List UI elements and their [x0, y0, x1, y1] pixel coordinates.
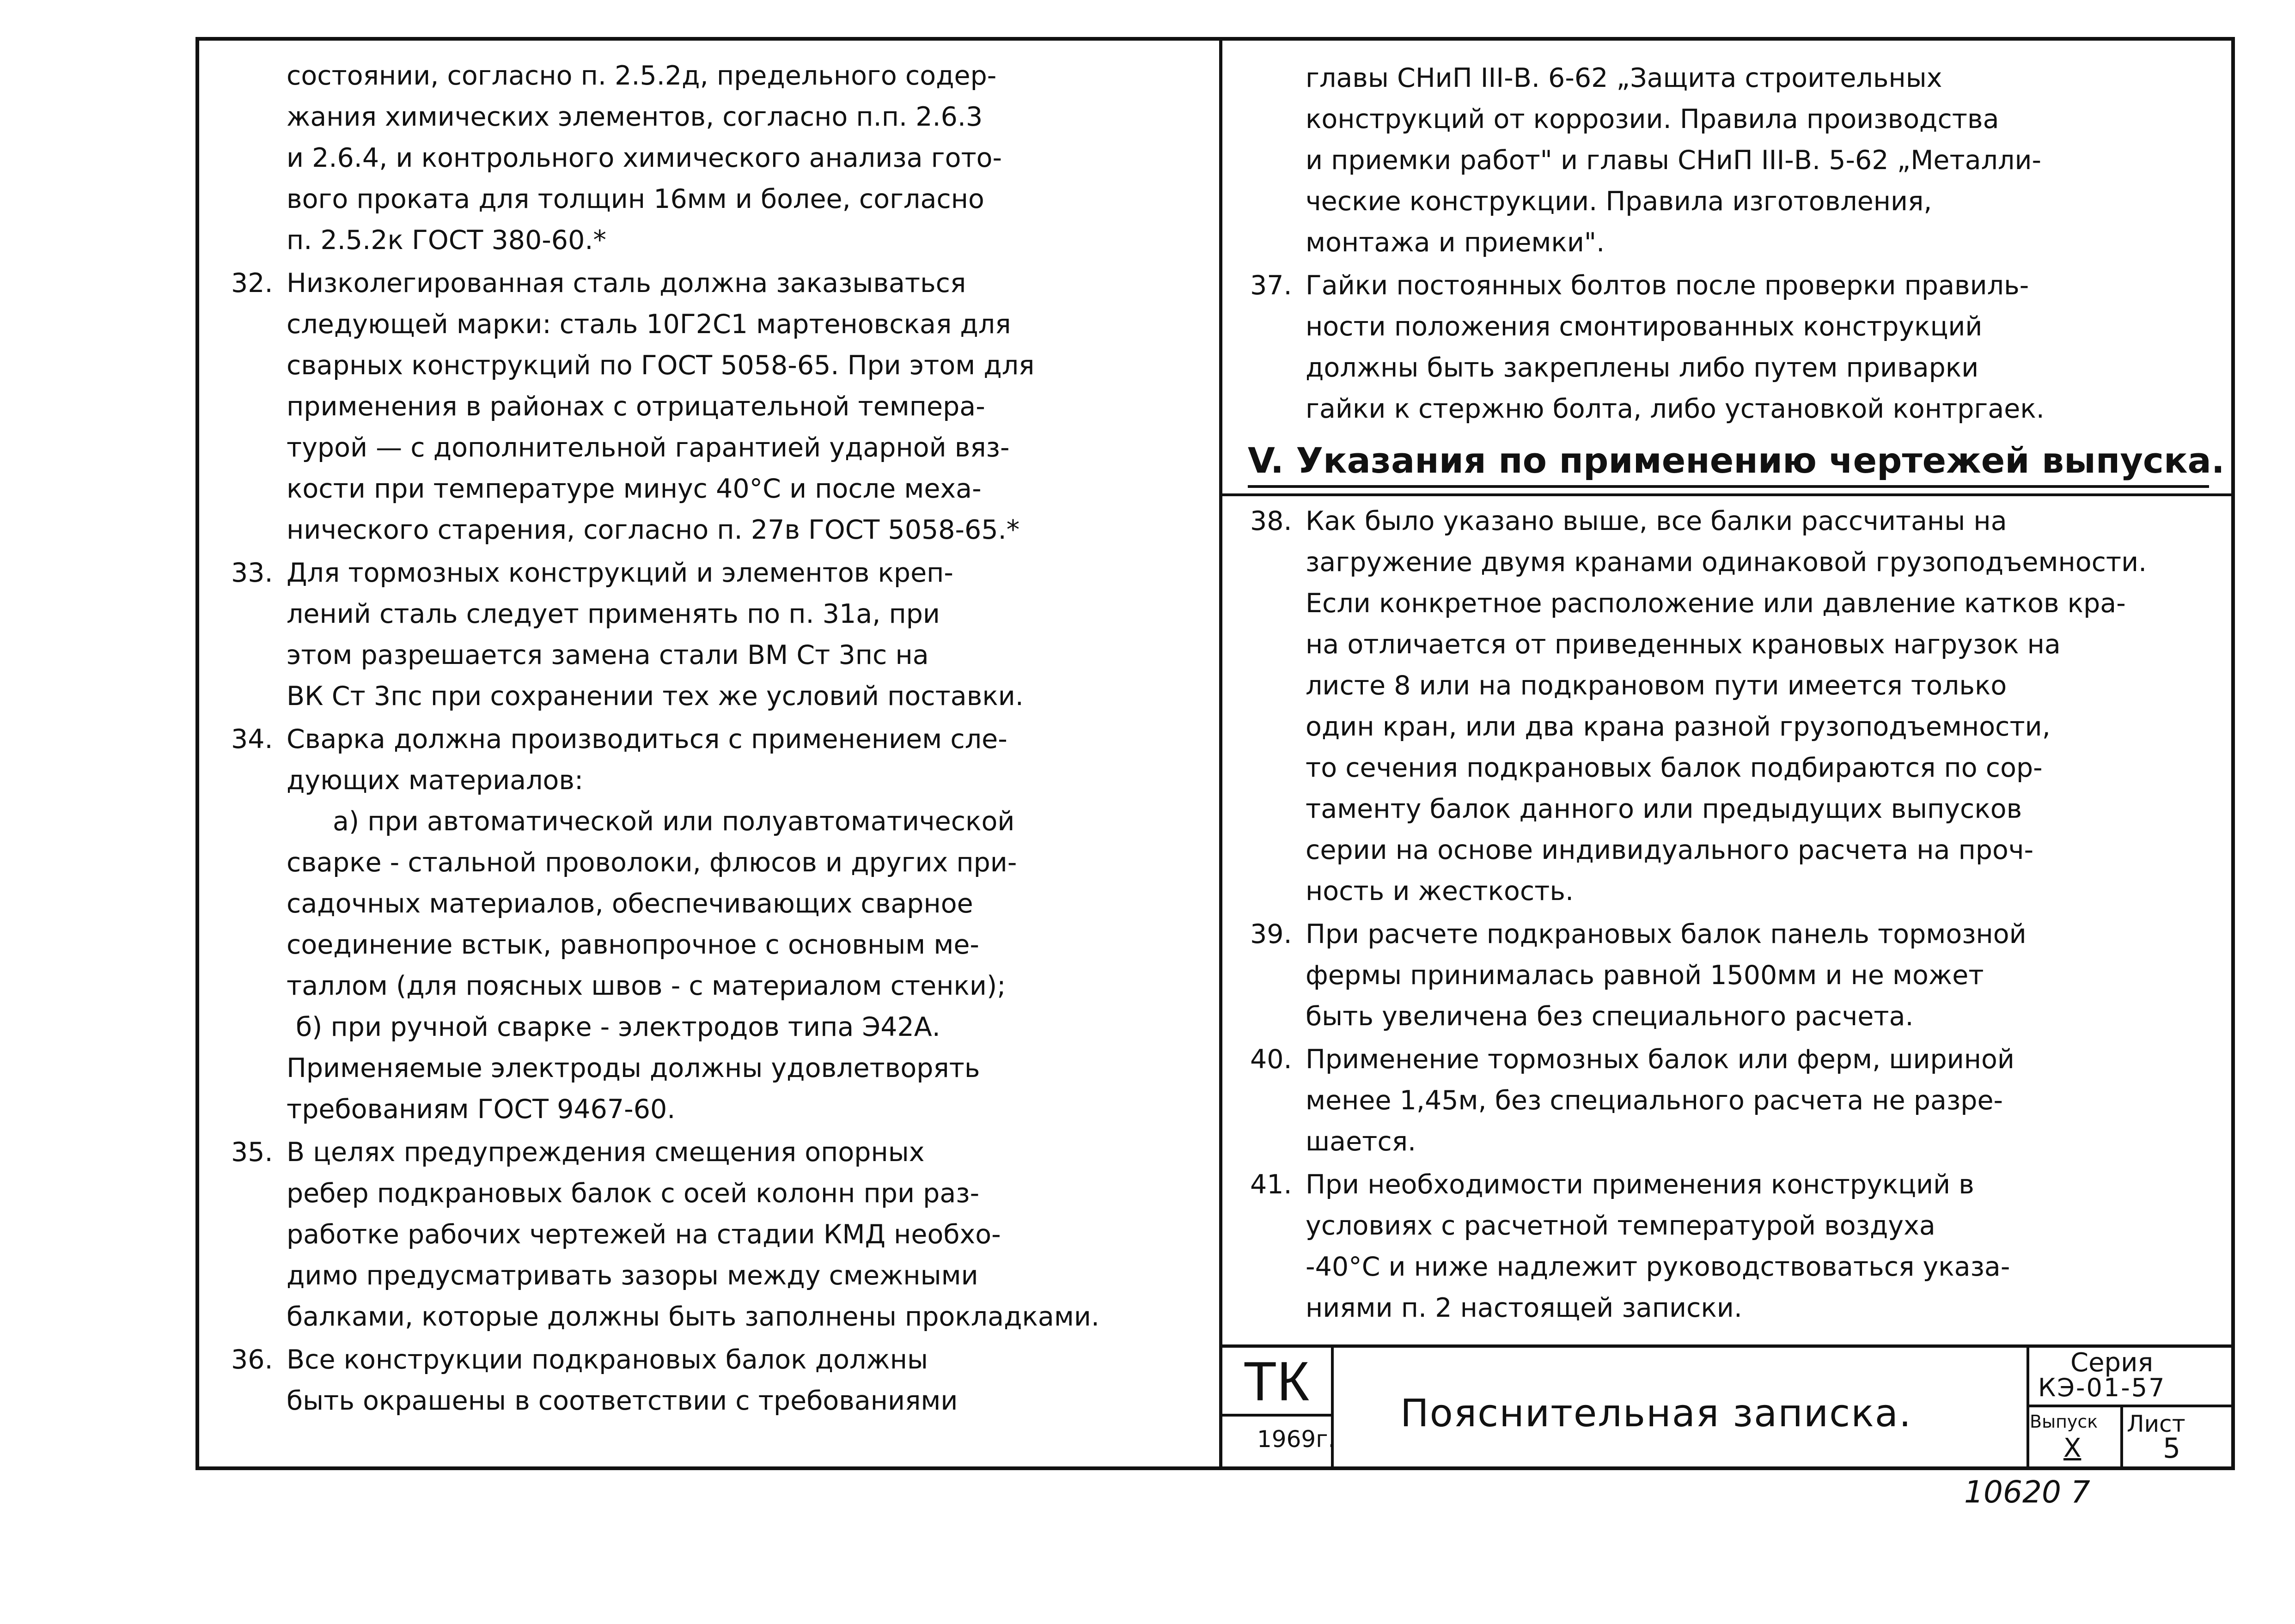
line-text: на отличается от приведенных крановых нагрузок на — [1306, 629, 2061, 660]
text-line — [1250, 914, 2230, 955]
line-text: конструкций от коррозии. Правила производства — [1306, 104, 1999, 134]
text-line — [1250, 1121, 2230, 1162]
line-text: дующих материалов: — [287, 765, 584, 796]
column-divider — [1219, 37, 1222, 1470]
line-text: ческие конструкции. Правила изготовления, — [1306, 186, 1932, 217]
right-text-column-top — [1250, 58, 2230, 430]
line-text: В целях предупреждения смещения опорных — [287, 1137, 925, 1168]
section-heading-underline — [1248, 485, 2209, 488]
text-line — [1250, 583, 2230, 624]
text-line — [231, 760, 1211, 801]
line-text: сварке - стальной проволоки, флюсов и других при- — [287, 847, 1017, 878]
line-text: то сечения подкрановых балок подбираются по сор- — [1306, 753, 2043, 783]
line-text: листе 8 или на подкрановом пути имеется только — [1306, 670, 2007, 701]
line-text: б) при ручной сварке - электродов типа Э42А. — [296, 1012, 940, 1042]
line-text: турой — с дополнительной гарантией ударной вяз- — [287, 432, 1010, 463]
text-line — [231, 1132, 1211, 1173]
text-line — [231, 801, 1211, 842]
line-text: соединение встык, равнопрочное с основным ме- — [287, 930, 979, 960]
text-line — [231, 553, 1211, 594]
text-line — [1250, 665, 2230, 706]
text-line — [1250, 830, 2230, 871]
line-text: сварных конструкций по ГОСТ 5058-65. При этом для — [287, 350, 1035, 381]
text-line — [1250, 347, 2230, 389]
line-text: применения в районах с отрицательной темпера- — [287, 391, 985, 422]
text-line — [231, 1089, 1211, 1130]
text-line — [231, 97, 1211, 138]
right-text-column-bottom — [1250, 499, 2230, 1329]
issue-value: X — [2063, 1433, 2081, 1463]
text-line — [231, 386, 1211, 427]
line-text: п. 2.5.2к ГОСТ 380-60.* — [287, 225, 606, 255]
text-line — [231, 468, 1211, 510]
line-text: Низколегированная сталь должна заказываться — [287, 268, 966, 298]
section-separator-line — [1222, 493, 2235, 496]
series-value: КЭ-01-57 — [2038, 1373, 2166, 1402]
text-line — [231, 883, 1211, 925]
title-block-border — [1222, 1414, 1334, 1417]
line-text: один кран, или два крана разной грузоподъемности, — [1306, 712, 2051, 742]
paragraph-number: 39. — [1250, 919, 1292, 949]
text-line — [231, 1255, 1211, 1296]
text-line — [1250, 501, 2230, 542]
text-line — [1250, 181, 2230, 222]
line-text: следующей марки: сталь 10Г2С1 мартеновская для — [287, 309, 1011, 340]
text-line — [231, 1381, 1211, 1422]
text-line — [231, 676, 1211, 717]
line-text: садочных материалов, обеспечивающих сварное — [287, 888, 973, 919]
text-line — [231, 138, 1211, 179]
line-text: ребер подкрановых балок с осей колонн при раз- — [287, 1178, 980, 1209]
line-text: и 2.6.4, и контрольного химического анализа гото- — [287, 143, 1002, 173]
line-text: ности положения смонтированных конструкций — [1306, 311, 1983, 342]
paragraph-number: 32. — [231, 268, 273, 298]
text-line — [231, 304, 1211, 345]
text-line — [231, 55, 1211, 97]
line-text: ВК Ст 3пс при сохранении тех же условий поставки. — [287, 681, 1024, 712]
text-line — [1250, 1080, 2230, 1121]
line-text: загружение двумя кранами одинаковой грузоподъемности. — [1306, 547, 2147, 578]
line-text: Применяемые электроды должны удовлетворять — [287, 1053, 980, 1083]
text-line — [231, 263, 1211, 304]
paragraph-number: 41. — [1250, 1169, 1292, 1200]
line-text: Сварка должна производиться с применением сле- — [287, 724, 1007, 754]
line-text: Как было указано выше, все балки рассчитаны на — [1306, 506, 2007, 536]
text-line — [231, 719, 1211, 760]
text-line — [231, 1007, 1211, 1048]
line-text: и приемки работ" и главы СНиП III-В. 5-62 „Металли- — [1306, 145, 2042, 176]
line-text: Применение тормозных балок или ферм, шириной — [1306, 1044, 2014, 1075]
document-title: Пояснительная записка. — [1400, 1392, 1912, 1435]
text-line — [1250, 955, 2230, 996]
sheet-label: Лист — [2127, 1411, 2185, 1437]
series-label: Серия — [2070, 1348, 2154, 1378]
line-text: состоянии, согласно п. 2.5.2д, предельного содер- — [287, 61, 997, 91]
line-text: менее 1,45м, без специального расчета не разре- — [1306, 1085, 2003, 1116]
line-text: Для тормозных конструкций и элементов креп- — [287, 558, 953, 588]
text-line — [1250, 1205, 2230, 1247]
line-text: работке рабочих чертежей на стадии КМД необхо- — [287, 1219, 1001, 1250]
sheet-number: 5 — [2163, 1432, 2181, 1465]
paragraph-number: 38. — [1250, 506, 1292, 536]
title-block-border — [2120, 1405, 2123, 1470]
line-text: таменту балок данного или предыдущих выпусков — [1306, 794, 2022, 824]
organization-code: ТК — [1243, 1350, 1310, 1412]
archive-number: 10620 7 — [1964, 1474, 2090, 1510]
text-line — [231, 1296, 1211, 1338]
text-line — [1250, 706, 2230, 748]
line-text: кости при температуре минус 40°С и после меха- — [287, 474, 982, 504]
line-text: гайки к стержню болта, либо установкой контргаек. — [1306, 394, 2045, 424]
paragraph-number: 34. — [231, 724, 273, 754]
text-line — [1250, 1164, 2230, 1205]
paragraph-number: 40. — [1250, 1044, 1292, 1075]
line-text: условиях с расчетной температурой воздуха — [1306, 1210, 1935, 1241]
text-line — [231, 925, 1211, 966]
title-block-border — [1222, 1344, 2235, 1348]
text-line — [1250, 871, 2230, 912]
line-text: должны быть закреплены либо путем приварки — [1306, 353, 1979, 383]
section-heading: V. Указания по применению чертежей выпуска. — [1248, 440, 2225, 481]
paragraph-number: 33. — [231, 558, 273, 588]
text-line — [231, 1048, 1211, 1089]
line-text: главы СНиП III-В. 6-62 „Защита строительных — [1306, 63, 1942, 93]
text-line — [231, 1339, 1211, 1381]
text-line — [1250, 99, 2230, 140]
line-text: димо предусматривать зазоры между смежными — [287, 1260, 978, 1291]
title-block-border — [2026, 1405, 2235, 1407]
line-text: жания химических элементов, согласно п.п. 2.6.3 — [287, 102, 983, 132]
text-line — [1250, 789, 2230, 830]
line-text: При расчете подкрановых балок панель тормозной — [1306, 919, 2026, 949]
text-line — [231, 1173, 1211, 1214]
text-line — [231, 220, 1211, 261]
line-text: таллом (для поясных швов - с материалом стенки); — [287, 971, 1006, 1001]
text-line — [1250, 1288, 2230, 1329]
text-line — [1250, 748, 2230, 789]
text-line — [1250, 1039, 2230, 1080]
line-text: этом разрешается замена стали ВМ Ст 3пс на — [287, 640, 929, 670]
line-text: фермы принималась равной 1500мм и не может — [1306, 960, 1984, 991]
left-text-column — [231, 55, 1211, 1422]
line-text: шается. — [1306, 1126, 1416, 1157]
text-line — [231, 842, 1211, 883]
text-line — [231, 1214, 1211, 1255]
line-text: Все конструкции подкрановых балок должны — [287, 1344, 928, 1375]
line-text: лений сталь следует применять по п. 31а, при — [287, 599, 940, 629]
text-line — [1250, 140, 2230, 181]
paragraph-number: 35. — [231, 1137, 273, 1168]
text-line — [1250, 389, 2230, 430]
line-text: быть увеличена без специального расчета. — [1306, 1001, 1914, 1032]
line-text: быть окрашены в соответствии с требованиями — [287, 1386, 958, 1416]
line-text: монтажа и приемки". — [1306, 227, 1605, 258]
document-year: 1969г. — [1257, 1426, 1336, 1453]
line-text: Гайки постоянных болтов после проверки правиль- — [1306, 270, 2029, 301]
text-line — [1250, 265, 2230, 306]
line-text: а) при автоматической или полуавтоматической — [333, 806, 1015, 837]
text-line — [1250, 306, 2230, 347]
line-text: ниями п. 2 настоящей записки. — [1306, 1293, 1742, 1323]
line-text: вого проката для толщин 16мм и более, согласно — [287, 184, 984, 214]
text-line — [231, 966, 1211, 1007]
line-text: нического старения, согласно п. 27в ГОСТ 5058-65.* — [287, 515, 1020, 545]
text-line — [1250, 542, 2230, 583]
line-text: требованиям ГОСТ 9467-60. — [287, 1094, 676, 1125]
line-text: -40°С и ниже надлежит руководствоваться указа- — [1306, 1252, 2010, 1282]
text-line — [231, 427, 1211, 468]
line-text: серии на основе индивидуального расчета на проч- — [1306, 835, 2034, 865]
text-line — [231, 345, 1211, 386]
text-line — [1250, 624, 2230, 665]
text-line — [1250, 1247, 2230, 1288]
text-line — [231, 179, 1211, 220]
text-line — [1250, 222, 2230, 263]
paragraph-number: 37. — [1250, 270, 1292, 301]
text-line — [1250, 58, 2230, 99]
issue-label: Выпуск — [2030, 1411, 2098, 1432]
paragraph-number: 36. — [231, 1344, 273, 1375]
title-block-border — [2026, 1344, 2029, 1470]
text-line — [231, 594, 1211, 635]
line-text: ность и жесткость. — [1306, 876, 1574, 906]
line-text: При необходимости применения конструкций в — [1306, 1169, 1974, 1200]
text-line — [231, 635, 1211, 676]
line-text: Если конкретное расположение или давление катков кра- — [1306, 588, 2126, 619]
text-line — [1250, 996, 2230, 1037]
line-text: балками, которые должны быть заполнены прокладками. — [287, 1302, 1100, 1332]
text-line — [231, 510, 1211, 551]
